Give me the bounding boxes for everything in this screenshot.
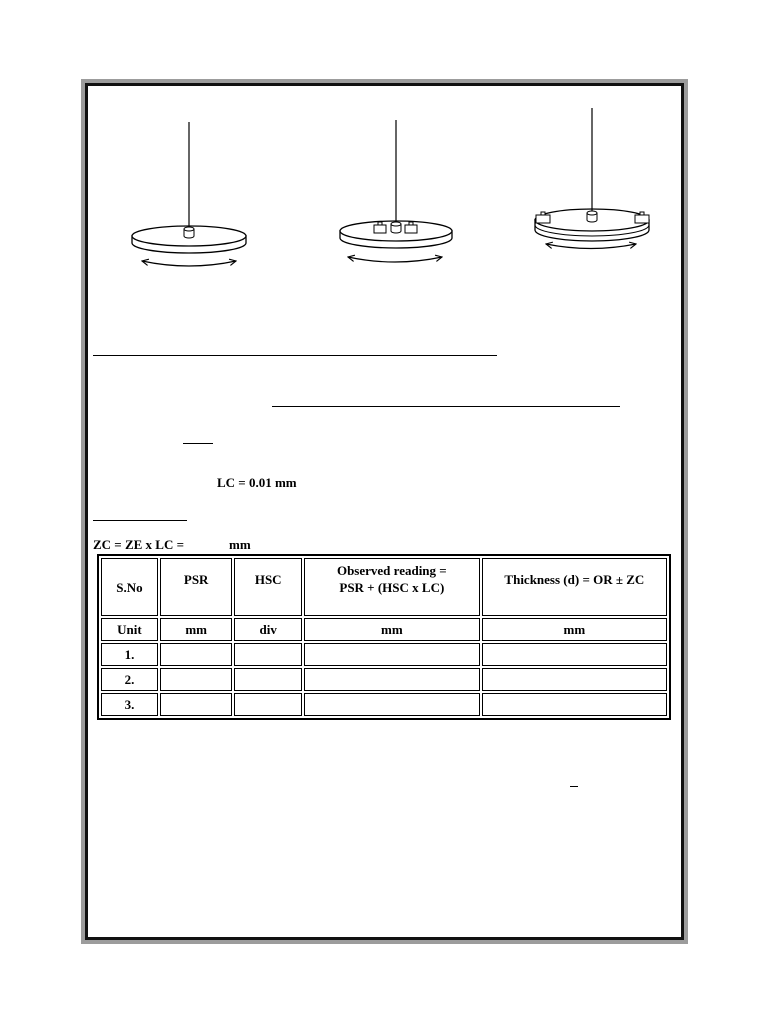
zero-correction-label: ZC = ZE x LC = [93, 537, 185, 552]
table-row [101, 693, 667, 716]
header-psr: PSR [160, 558, 233, 616]
table-cell [234, 693, 302, 716]
table-cell [304, 643, 480, 666]
table-cell [304, 668, 480, 691]
table-cell [234, 668, 302, 691]
unit-label: Unit [101, 618, 158, 641]
blank-line-3 [183, 443, 213, 444]
observation-table [97, 554, 671, 720]
table-cell [160, 693, 233, 716]
row-sno: 3. [101, 693, 158, 716]
header-observed-line-2: PSR + (HSC x LC) [339, 580, 445, 595]
blank-line-2 [272, 406, 620, 407]
table-cell [482, 668, 667, 691]
unit-thickness: mm [482, 618, 667, 641]
row-sno: 2. [101, 668, 158, 691]
row-sno: 1. [101, 643, 158, 666]
blank-line-5 [570, 786, 578, 787]
table-row [101, 643, 667, 666]
header-observed-line-1: Observed reading = [336, 563, 447, 578]
table-unit-row [101, 618, 667, 641]
table-header-row [101, 558, 667, 616]
header-sno: S.No [101, 558, 158, 616]
table-cell [160, 643, 233, 666]
header-hsc: HSC [234, 558, 302, 616]
table-cell [482, 643, 667, 666]
unit-observed: mm [304, 618, 480, 641]
header-observed-reading [304, 558, 480, 616]
blank-line-4 [93, 520, 187, 521]
page-frame-inner [85, 83, 684, 940]
header-thickness: Thickness (d) = OR ± ZC [482, 558, 667, 616]
table-cell [234, 643, 302, 666]
unit-hsc: div [234, 618, 302, 641]
zero-correction-unit: mm [229, 537, 251, 552]
blank-line-1 [93, 355, 497, 356]
least-count: LC = 0.01 mm [217, 475, 297, 490]
table-row [101, 668, 667, 691]
unit-psr: mm [160, 618, 233, 641]
table-cell [482, 693, 667, 716]
table-cell [160, 668, 233, 691]
table-cell [304, 693, 480, 716]
